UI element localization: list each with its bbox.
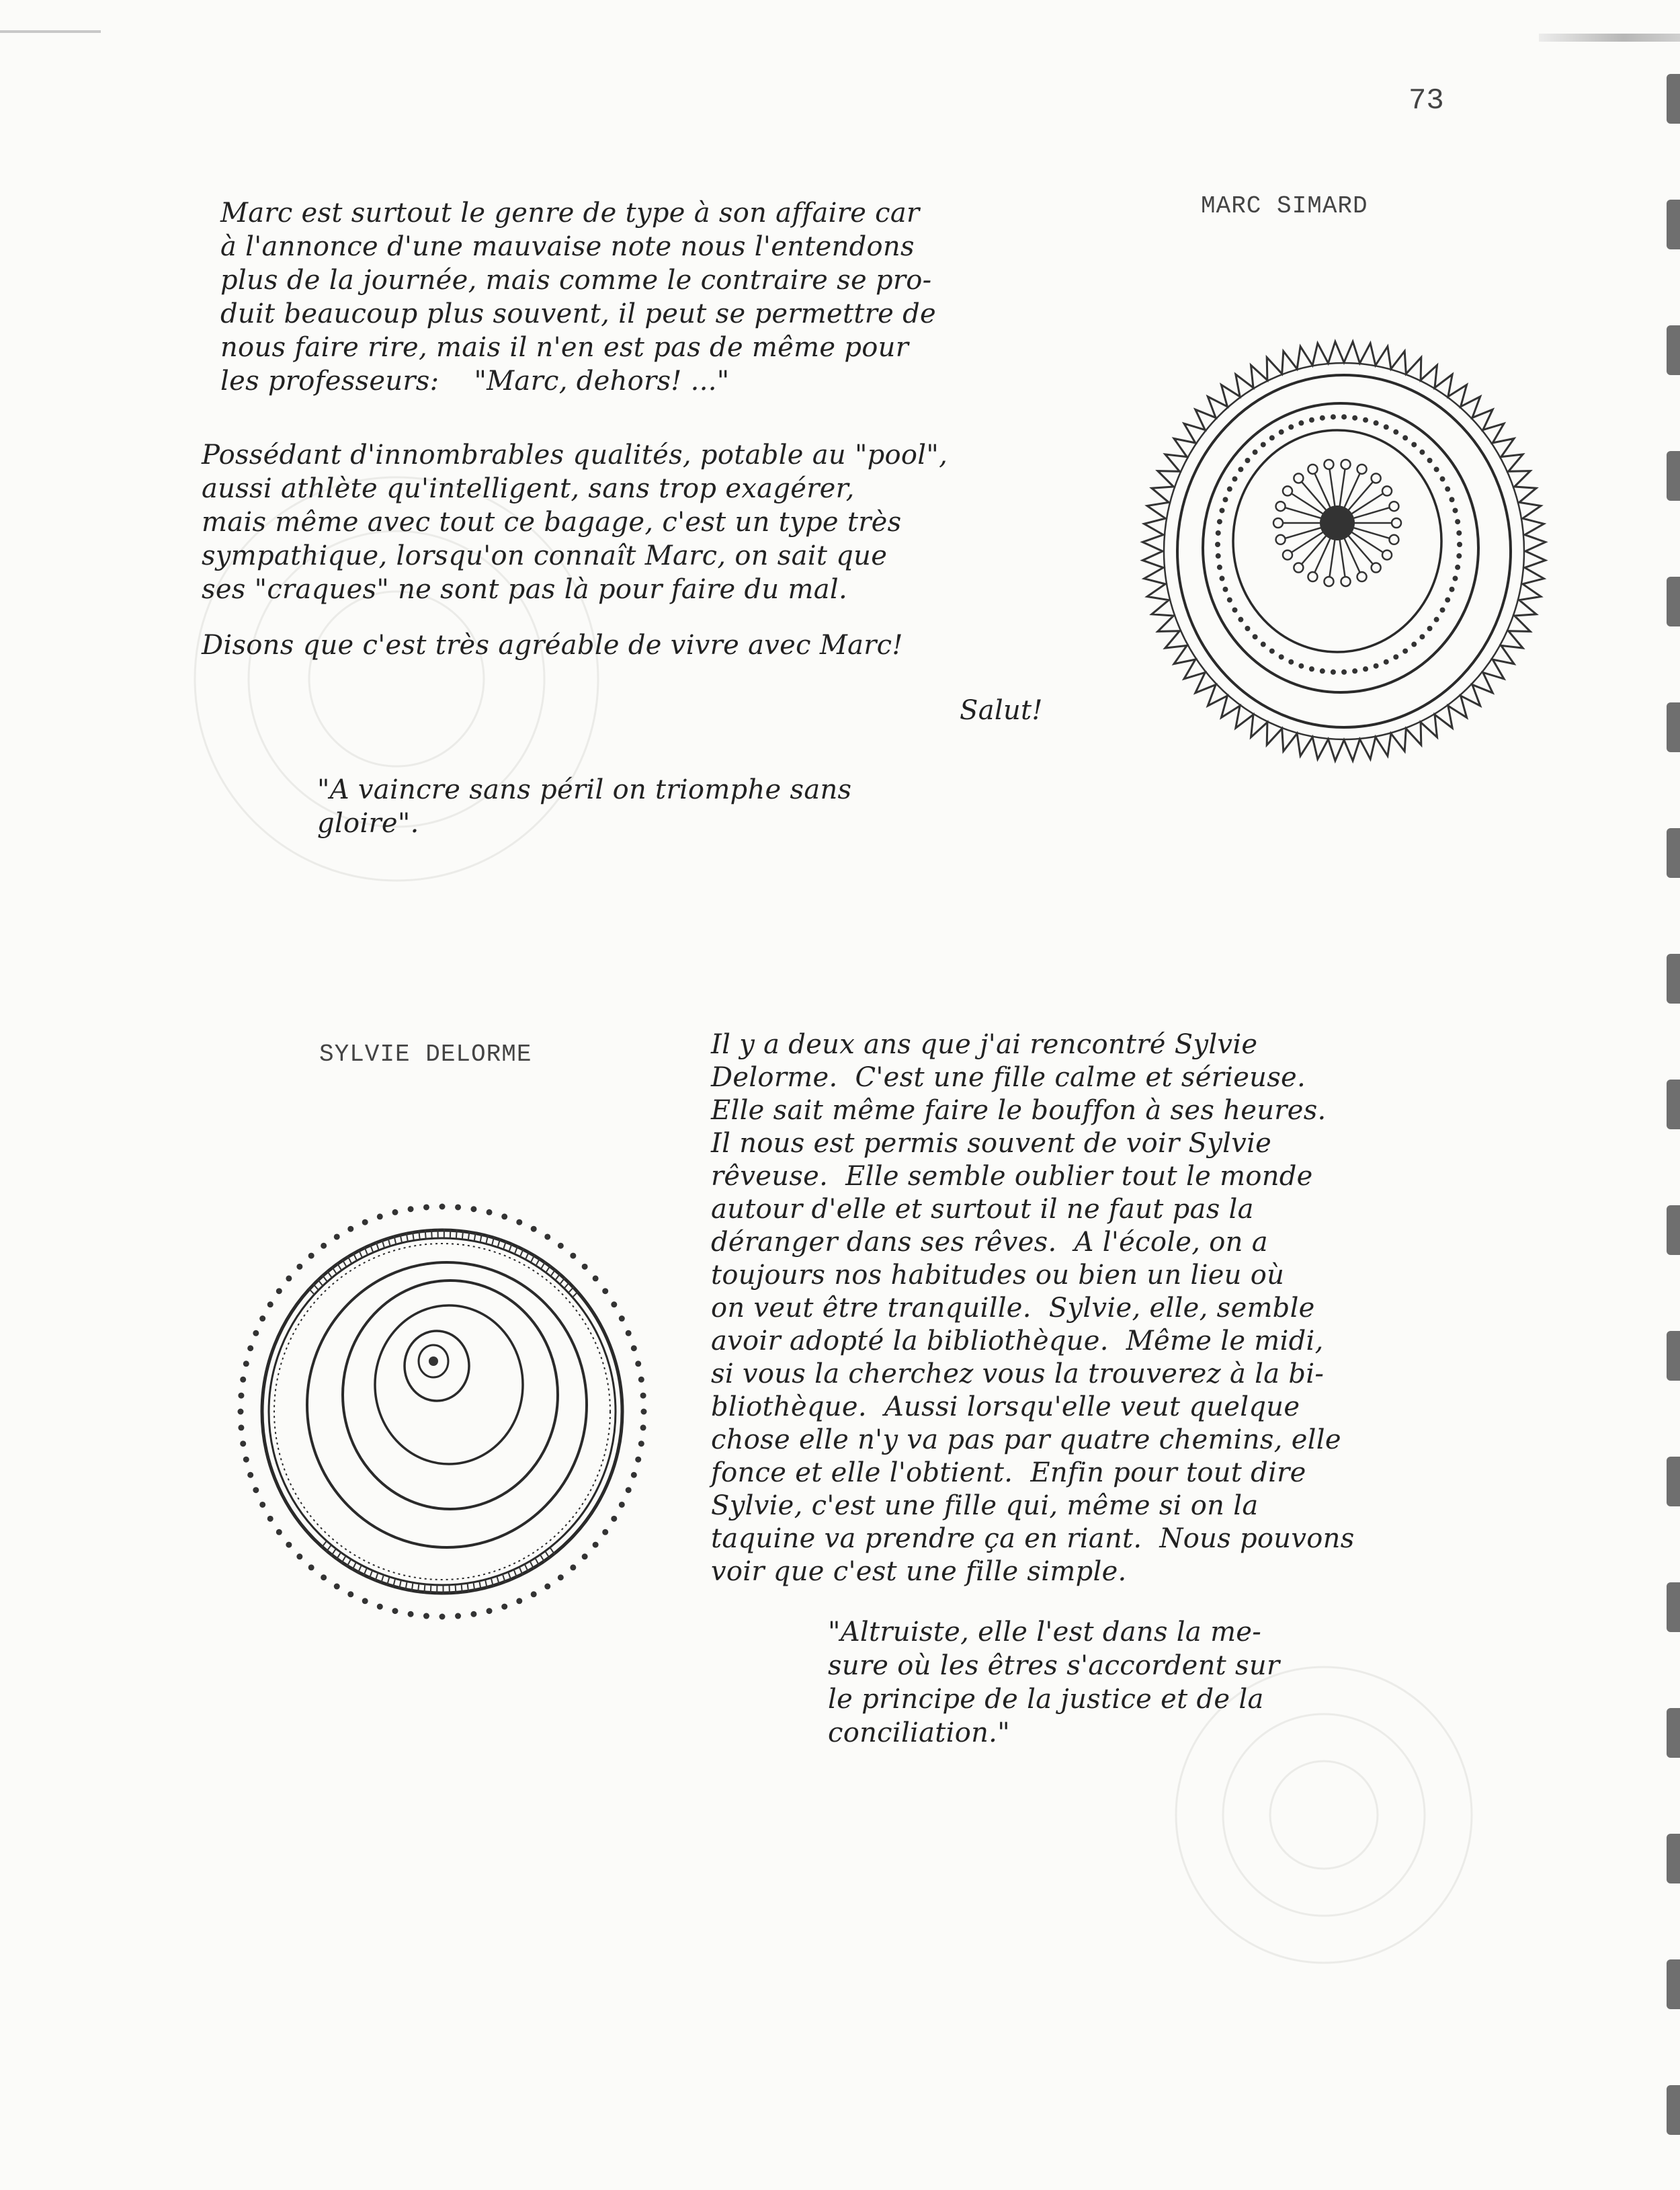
binding-ring xyxy=(1667,74,1680,124)
marc-center-disc xyxy=(1320,505,1355,540)
binding-ring xyxy=(1667,2085,1680,2135)
binding-ring xyxy=(1667,1959,1680,2009)
student-name-marc: MARC SIMARD xyxy=(1201,192,1368,220)
sylvie-paragraph: Il y a deux ans que j'ai rencontré Sylvie Delorme. C'est une fille calme et sérieuse. Elle sait même faire le bouffon à ses heures. Il nous est permis souvent de voir Sylvie rêveuse. Elle semble oublier tout le monde autour d'elle et surtout il ne faut pas la déranger dans ses rêves. A l'école, on a toujours nos habitudes ou bien un lieu où on veut être tranquille. Sylvie, elle, semble avoir adopté la bibliothèque. Même le midi, si vous la cherchez vous la trouverez à la bi- bliothèque. Aussi lorsqu'elle veut quelque chose elle n'y va pas par quatre chemins, elle fonce et elle l'obtient. Enfin pour tout dire Sylvie, c'est une fille qui, même si on la taquine va prendre ça en riant. Nous pouvons voir que c'est une fille simple. xyxy=(711,1029,1355,1587)
marc-paragraph-3: Disons que c'est très agréable de vivre avec Marc! xyxy=(202,630,903,661)
sylvie-center-dot xyxy=(429,1356,438,1366)
sylvie-concentric-drawing xyxy=(228,1183,659,1640)
binding-strip xyxy=(1667,0,1680,2190)
marc-paragraph-2: Possédant d'innombrables qualités, potable au "pool", aussi athlète qu'intelligent, sans trop exagérer, mais même avec tout ce bagage, c'est un type très sympathique, lorsqu'on connaît Marc, on sait que ses "craques" ne sont pas là pour faire du mal. xyxy=(202,440,948,605)
marc-sun-drawing xyxy=(1136,323,1552,780)
binding-ring xyxy=(1667,1834,1680,1883)
page-number: 73 xyxy=(1409,84,1444,118)
marc-signoff: Salut! xyxy=(960,695,1043,726)
binding-ring xyxy=(1667,451,1680,501)
binding-ring xyxy=(1667,1205,1680,1255)
binding-ring xyxy=(1667,577,1680,626)
binding-ring xyxy=(1667,1582,1680,1632)
marc-dotted-ring xyxy=(1215,414,1462,675)
binding-ring xyxy=(1667,828,1680,878)
sylvie-hatched-band xyxy=(308,1229,579,1594)
binding-ring xyxy=(1667,1331,1680,1381)
binding-ring xyxy=(1667,200,1680,249)
binding-ring xyxy=(1667,1080,1680,1129)
binding-ring xyxy=(1667,702,1680,752)
binding-ring xyxy=(1667,954,1680,1004)
marc-quote: "A vaincre sans péril on triomphe sans gloire". xyxy=(317,774,852,839)
binding-ring xyxy=(1667,325,1680,375)
binding-ring xyxy=(1667,1457,1680,1506)
marc-paragraph-1: Marc est surtout le genre de type à son affaire car à l'annonce d'une mauvaise note nous l'entendons plus de la journée, mais comme le contraire se pro- duit beaucoup plus souvent, il peut se permettre de nous faire rire, mais il n'en est pas de même pour les professeurs: "Marc, dehors! ..." xyxy=(220,198,936,397)
sylvie-quote: "Altruiste, elle l'est dans la me- sure où les êtres s'accordent sur le principe de la justice et de la conciliation." xyxy=(828,1617,1280,1748)
student-name-sylvie: SYLVIE DELORME xyxy=(319,1041,532,1068)
binding-ring xyxy=(1667,1708,1680,1758)
